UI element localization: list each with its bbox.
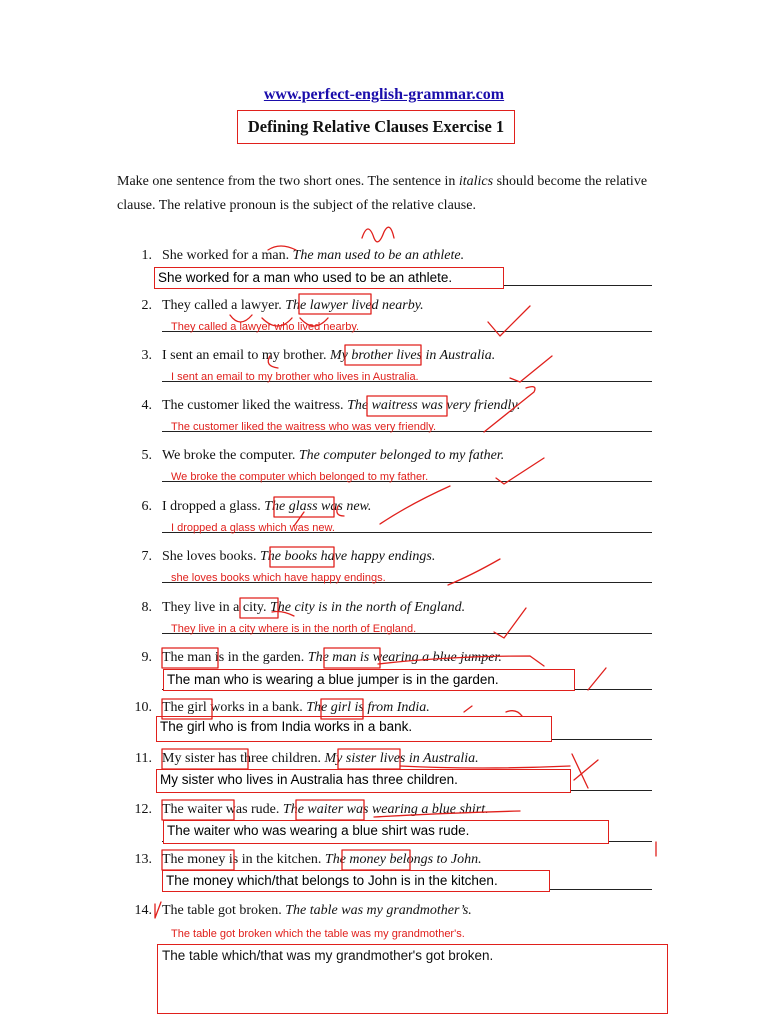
exercise-row-3: [0, 347, 768, 397]
exercise-row-13: [0, 851, 768, 901]
answer-text[interactable]: I sent an email to my brother who lives in Australia.: [171, 371, 419, 383]
exercise-number: 13.: [134, 852, 152, 867]
exercise-row-4: [0, 397, 768, 447]
instructions-part2: should become the relative clause. The relative pronoun is the subject of the relative clause.: [117, 174, 648, 213]
site-url-link[interactable]: www.perfect-english-grammar.com: [263, 86, 505, 103]
answer-box[interactable]: The waiter who was wearing a blue shirt was rude.: [163, 820, 609, 844]
exercise-sentence: The waiter was rude. The waiter was wearing a blue shirt.: [162, 802, 489, 817]
exercise-sentence: They called a lawyer. The lawyer lived nearby.: [162, 298, 424, 313]
exercise-row-6: [0, 498, 768, 548]
exercise-row-1: [0, 247, 768, 297]
exercise-sentence: They live in a city. The city is in the north of England.: [162, 600, 466, 615]
answer-box[interactable]: The girl who is from India works in a bank.: [156, 716, 552, 742]
exercise-sentence: We broke the computer. The computer belonged to my father.: [162, 448, 505, 463]
exercise-sentence: My sister has three children. My sister lives in Australia.: [162, 751, 479, 766]
exercise-number: 6.: [141, 499, 152, 514]
answer-box[interactable]: The table which/that was my grandmother's got broken.: [157, 944, 668, 1014]
exercise-sentence: I sent an email to my brother. My brother lives in Australia.: [162, 348, 496, 363]
exercise-row-7: [0, 548, 768, 598]
exercise-sentence: The girl works in a bank. The girl is from India.: [162, 700, 430, 715]
instructions-part1: Make one sentence from the two short ones. The sentence in: [117, 174, 459, 189]
answer-text[interactable]: The table got broken which the table was my grandmother's.: [171, 928, 465, 940]
answer-text[interactable]: The customer liked the waitress who was very friendly.: [171, 421, 437, 433]
exercise-sentence: I dropped a glass. The glass was new.: [162, 499, 372, 514]
exercise-number: 8.: [141, 600, 152, 615]
exercise-row-11: [0, 750, 768, 800]
instructions-italic: italics: [458, 174, 494, 189]
answer-text[interactable]: she loves books which have happy endings.: [171, 572, 386, 584]
exercise-row-8: [0, 599, 768, 649]
answer-text[interactable]: They called a lawyer who lived nearby.: [171, 321, 360, 333]
exercise-number: 7.: [141, 549, 152, 564]
exercise-sentence: She worked for a man. The man used to be an athlete.: [162, 248, 465, 263]
exercise-row-10: [0, 699, 768, 749]
exercise-number: 5.: [141, 448, 152, 463]
answer-box[interactable]: My sister who lives in Australia has three children.: [156, 769, 571, 793]
exercise-sentence: The man is in the garden. The man is wearing a blue jumper.: [162, 650, 502, 665]
exercise-number: 10.: [134, 700, 152, 715]
exercise-sentence: The table got broken. The table was my grandmother’s.: [162, 903, 472, 918]
exercise-number: 2.: [141, 298, 152, 313]
answer-box[interactable]: The money which/that belongs to John is in the kitchen.: [162, 870, 550, 892]
answer-text[interactable]: They live in a city where is in the north of England.: [171, 623, 417, 635]
answer-text[interactable]: I dropped a glass which was new.: [171, 522, 335, 534]
worksheet-title: Defining Relative Clauses Exercise 1: [247, 117, 505, 136]
exercise-sentence: She loves books. The books have happy endings.: [162, 549, 436, 564]
exercise-row-5: [0, 447, 768, 497]
scribble-mark: [362, 227, 394, 242]
answer-box[interactable]: She worked for a man who used to be an athlete.: [154, 267, 504, 289]
answer-text[interactable]: We broke the computer which belonged to my father.: [171, 471, 429, 483]
exercise-row-12: [0, 801, 768, 851]
exercise-sentence: The customer liked the waitress. The waitress was very friendly.: [162, 398, 521, 413]
exercise-row-2: [0, 297, 768, 347]
exercise-number: 1.: [141, 248, 152, 263]
exercise-number: 12.: [134, 802, 152, 817]
exercise-number: 4.: [141, 398, 152, 413]
exercise-number: 11.: [135, 751, 152, 766]
exercise-row-9: [0, 649, 768, 699]
answer-box[interactable]: The man who is wearing a blue jumper is in the garden.: [163, 669, 575, 691]
exercise-number: 3.: [141, 348, 152, 363]
exercise-number: 14.: [134, 903, 152, 918]
exercise-sentence: The money is in the kitchen. The money belongs to John.: [162, 852, 482, 867]
instructions: [117, 170, 657, 218]
exercise-number: 9.: [141, 650, 152, 665]
